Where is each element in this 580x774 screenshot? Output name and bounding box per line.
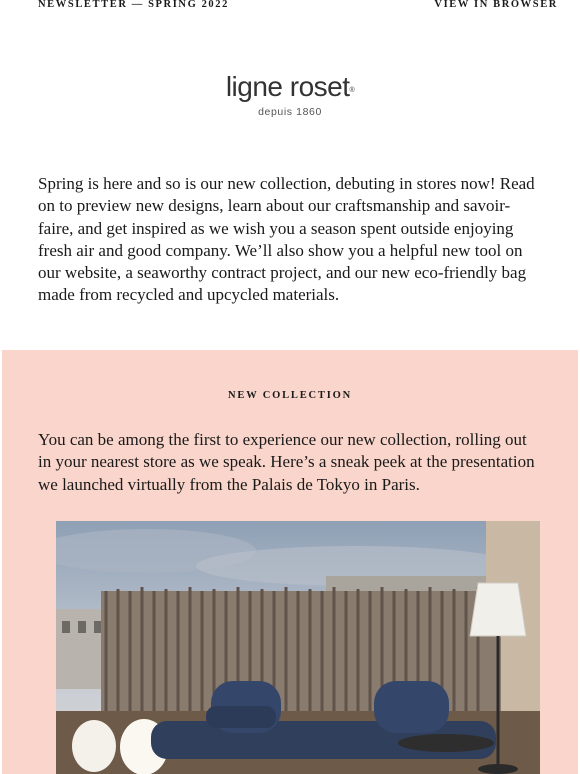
new-collection-section xyxy=(2,350,578,774)
section-heading: NEW COLLECTION xyxy=(228,390,352,401)
terrace-sofa-photo xyxy=(56,521,540,774)
newsletter-header xyxy=(0,0,580,9)
collection-paragraph: You can be among the first to experience our new collection, rolling out in your nearest store as we speak. Here’s a sneak peek at the presentation we launched virtually from the Palais de Tokyo in Paris. xyxy=(38,430,535,494)
brand-tagline: depuis 1860 xyxy=(258,106,322,118)
brand-logo[interactable] xyxy=(0,72,580,118)
newsletter-issue-label: NEWSLETTER — SPRING 2022 xyxy=(38,0,229,10)
intro-paragraph: Spring is here and so is our new collection, debuting in stores now! Read on to preview new designs, learn about our craftsmanship and savoir-faire, and get inspired as we wish you a season spent outside enjoying fresh air and good company. We’ll also show you a helpful new tool on our website, a seaworthy contract project, and our new eco-friendly bag made from recycled and upcycled materials. xyxy=(38,174,535,305)
view-in-browser-link[interactable]: VIEW IN BROWSER xyxy=(434,0,558,10)
brand-wordmark: ligne roset® xyxy=(225,71,355,102)
hero-image[interactable] xyxy=(56,521,540,774)
